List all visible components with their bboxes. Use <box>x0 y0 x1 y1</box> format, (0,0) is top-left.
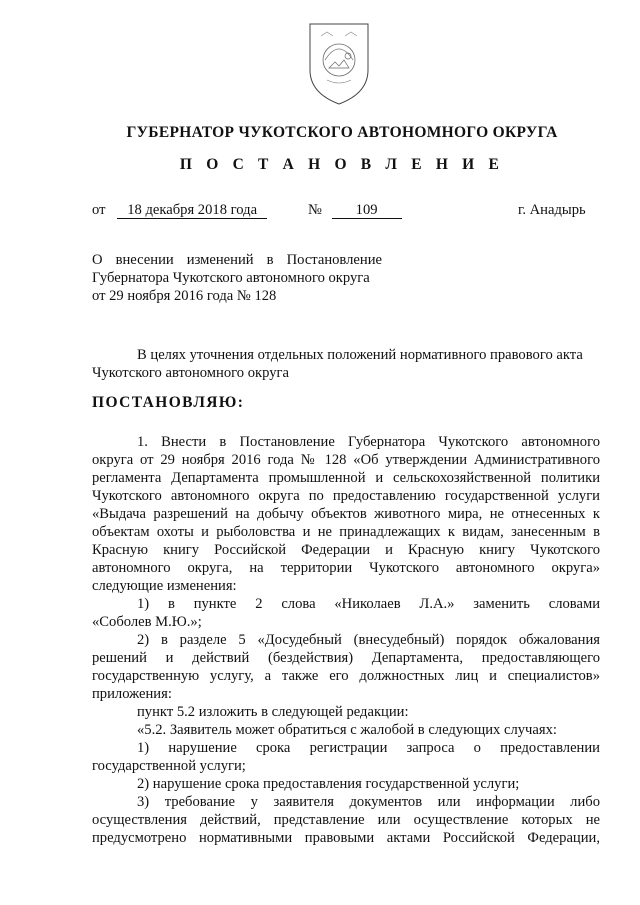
number-sign: № <box>308 202 322 218</box>
preamble-line-1: В целях уточнения отдельных положений нормативного правового акта <box>137 347 583 363</box>
body-line: следующие изменения: <box>92 578 237 594</box>
body-line: 1) нарушение срока регистрации запроса о предоставлении <box>137 740 600 756</box>
body-line: 2) нарушение срока предоставления государственной услуги; <box>137 776 520 792</box>
date-row <box>92 202 267 219</box>
subject-line-2: Губернатора Чукотского автономного округа <box>92 270 370 286</box>
body-line: государственной услуги; <box>92 758 246 774</box>
body-line: 1) в пункте 2 слова «Николаев Л.А.» заменить словами <box>137 596 600 612</box>
number-row <box>308 202 402 219</box>
document-date: 18 декабря 2018 года <box>117 203 267 219</box>
body-line: предусмотрено нормативными правовыми актами Российской Федерации, <box>92 830 600 846</box>
decree-word: ПОСТАНОВЛЯЮ: <box>92 394 245 411</box>
body-line: Чукотского автономного округа по предоставлению государственной услуги <box>92 488 600 504</box>
body-line: регламента Департамента промышленной и сельскохозяйственной политики <box>92 470 600 486</box>
body-line: Красную книгу Российской Федерации и Красную книгу Чукотского <box>92 542 600 558</box>
body-line: «5.2. Заявитель может обратиться с жалобой в следующих случаях: <box>137 722 557 738</box>
body-line: округа от 29 ноября 2016 года № 128 «Об утверждении Административного <box>92 452 600 468</box>
body-line: «Выдача разрешений на добычу объектов животного мира, не отнесенных к <box>92 506 600 522</box>
subject-line-3: от 29 ноября 2016 года № 128 <box>92 288 277 304</box>
body-line: пункт 5.2 изложить в следующей редакции: <box>137 704 409 720</box>
body-line: государственную услугу, а также его должностных лиц и специалистов» <box>92 668 600 684</box>
document-number: 109 <box>332 203 402 219</box>
issuing-authority: ГУБЕРНАТОР ЧУКОТСКОГО АВТОНОМНОГО ОКРУГА <box>126 124 558 141</box>
coat-of-arms-emblem <box>307 20 371 106</box>
body-line: 3) требование у заявителя документов или информации либо <box>137 794 600 810</box>
body-line: решений и действий (бездействия) Департамента, предоставляющего <box>92 650 600 666</box>
body-line: «Соболев М.Ю.»; <box>92 614 202 630</box>
body-line: 1. Внести в Постановление Губернатора Чукотского автономного <box>137 434 600 450</box>
from-label: от <box>92 202 106 218</box>
body-line: 2) в разделе 5 «Досудебный (внесудебный) порядок обжалования <box>137 632 600 648</box>
body-line: осуществления действий, представление или осуществление которых не <box>92 812 600 828</box>
preamble-line-2: Чукотского автономного округа <box>92 365 289 381</box>
subject-line-1: О внесении изменений в Постановление <box>92 252 382 268</box>
document-place: г. Анадырь <box>518 202 586 218</box>
body-line: объектам охоты и рыболовства и не принадлежащих к видам, занесенным в <box>92 524 600 540</box>
document-type-title: П О С Т А Н О В Л Е Н И Е <box>179 156 505 173</box>
body-line: автономного округа, на территории Чукотского автономного округа» <box>92 560 600 576</box>
body-line: приложения: <box>92 686 172 702</box>
